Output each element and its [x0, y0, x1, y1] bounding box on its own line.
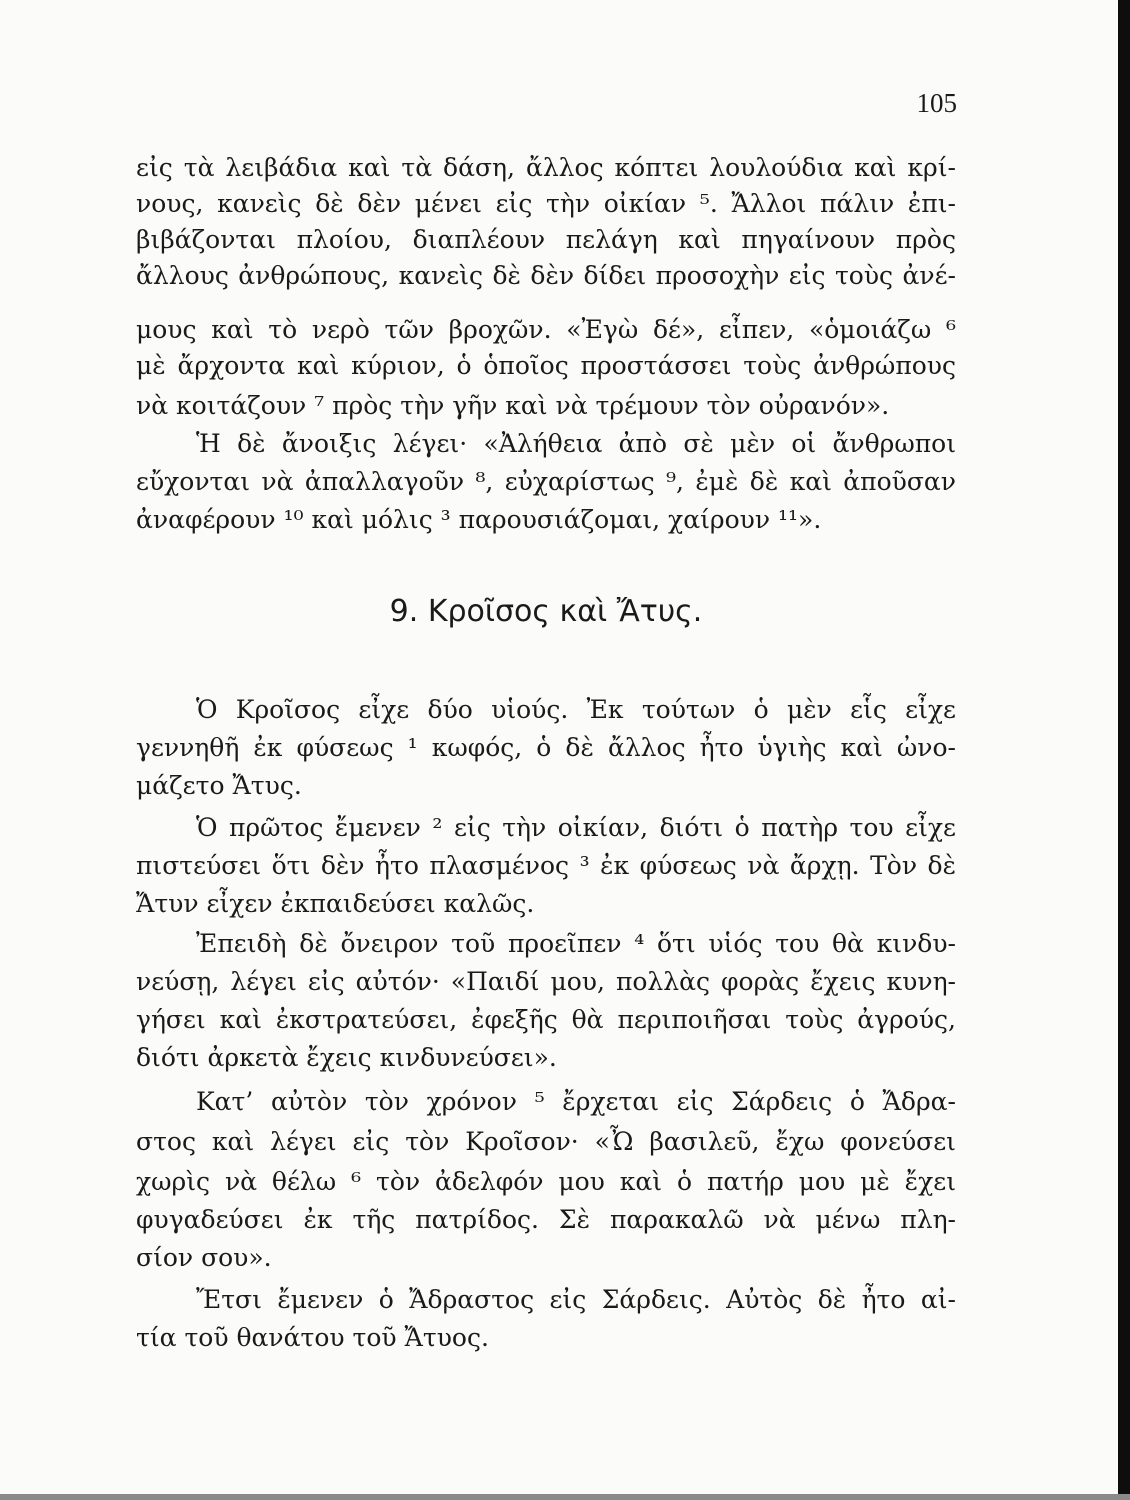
text-line: εὔχονται νὰ ἀπαλλαγοῦν ⁸, εὐχαρίστως ⁹, ἐμὲ δὲ καὶ ἀποῦσαν — [136, 467, 956, 496]
text-line: χωρὶς νὰ θέλω ⁶ τὸν ἀδελφόν μου καὶ ὁ πατήρ μου μὲ ἔχει — [136, 1167, 956, 1196]
text-line: ἄλλους ἀνθρώπους, κανεὶς δὲ δὲν δίδει προσοχὴν εἰς τοὺς ἀνέ- — [136, 261, 956, 290]
scan-edge-bottom — [0, 1494, 1130, 1500]
text-line: εἰς τὰ λειβάδια καὶ τὰ δάση, ἄλλος κόπτει λουλούδια καὶ κρί- — [136, 153, 956, 182]
text-line: μους καὶ τὸ νερὸ τῶν βροχῶν. «Ἐγὼ δέ», εἶπεν, «ὁμοιάζω ⁶ — [136, 315, 956, 344]
text-line: Ὁ Κροῖσος εἶχε δύο υἱούς. Ἐκ τούτων ὁ μὲν εἷς εἶχε — [196, 695, 956, 724]
text-line: νεύσῃ, λέγει εἰς αὐτόν· «Παιδί μου, πολλὰς φορὰς ἔχεις κυνη- — [136, 967, 956, 996]
text-line: γεννηθῆ ἐκ φύσεως ¹ κωφός, ὁ δὲ ἄλλος ἦτο ὑγιὴς καὶ ὠνο- — [136, 733, 956, 762]
text-line: Ἔτσι ἔμενεν ὁ Ἄδραστος εἰς Σάρδεις. Αὐτὸς δὲ ἦτο αἰ- — [196, 1285, 956, 1314]
text-line: μάζετο Ἄτυς. — [136, 771, 302, 800]
text-line: φυγαδεύσει ἐκ τῆς πατρίδος. Σὲ παρακαλῶ νὰ μένω πλη- — [136, 1205, 956, 1234]
text-line: σίον σου». — [136, 1243, 272, 1272]
text-line: πιστεύσει ὅτι δὲν ἦτο πλασμένος ³ ἐκ φύσεως νὰ ἄρχῃ. Τὸν δὲ — [136, 851, 956, 880]
text-line: Ἄτυν εἶχεν ἐκπαιδεύσει καλῶς. — [136, 889, 535, 918]
text-line: νὰ κοιτάζουν ⁷ πρὸς τὴν γῆν καὶ νὰ τρέμουν τὸν οὐρανόν». — [136, 391, 890, 420]
text-line: ἀναφέρουν ¹⁰ καὶ μόλις ³ παρουσιάζομαι, χαίρουν ¹¹». — [136, 505, 822, 534]
text-line: γήσει καὶ ἐκστρατεύσει, ἐφεξῆς θὰ περιποιῆσαι τοὺς ἀγρούς, — [136, 1005, 956, 1034]
text-line: μὲ ἄρχοντα καὶ κύριον, ὁ ὁποῖος προστάσσει τοὺς ἀνθρώπους — [136, 351, 956, 380]
text-line: Ἡ δὲ ἄνοιξις λέγει· «Ἀλήθεια ἀπὸ σὲ μὲν οἱ ἄνθρωποι — [196, 429, 956, 458]
section-heading: 9. Κροῖσος καὶ Ἄτυς. — [389, 594, 703, 629]
text-line: Κατ’ αὐτὸν τὸν χρόνον ⁵ ἔρχεται εἰς Σάρδεις ὁ Ἄδρα- — [196, 1087, 956, 1116]
text-line: τία τοῦ θανάτου τοῦ Ἄτυος. — [136, 1323, 489, 1352]
text-line: στος καὶ λέγει εἰς τὸν Κροῖσον· «Ὦ βασιλεῦ, ἔχω φονεύσει — [136, 1127, 956, 1156]
text-line: Ὁ πρῶτος ἔμενεν ² εἰς τὴν οἰκίαν, διότι ὁ πατὴρ του εἶχε — [196, 813, 956, 842]
text-line: βιβάζονται πλοίου, διαπλέουν πελάγη καὶ πηγαίνουν πρὸς — [136, 225, 956, 254]
page-number: 105 — [916, 88, 957, 118]
text-line: Ἐπειδὴ δὲ ὄνειρον τοῦ προεῖπεν ⁴ ὅτι υἱός του θὰ κινδυ- — [196, 929, 956, 958]
scan-edge-right — [1118, 0, 1130, 1500]
text-line: νους, κανεὶς δὲ δὲν μένει εἰς τὴν οἰκίαν ⁵. Ἄλλοι πάλιν ἐπι- — [136, 189, 956, 218]
text-line: διότι ἀρκετὰ ἔχεις κινδυνεύσει». — [136, 1043, 557, 1072]
